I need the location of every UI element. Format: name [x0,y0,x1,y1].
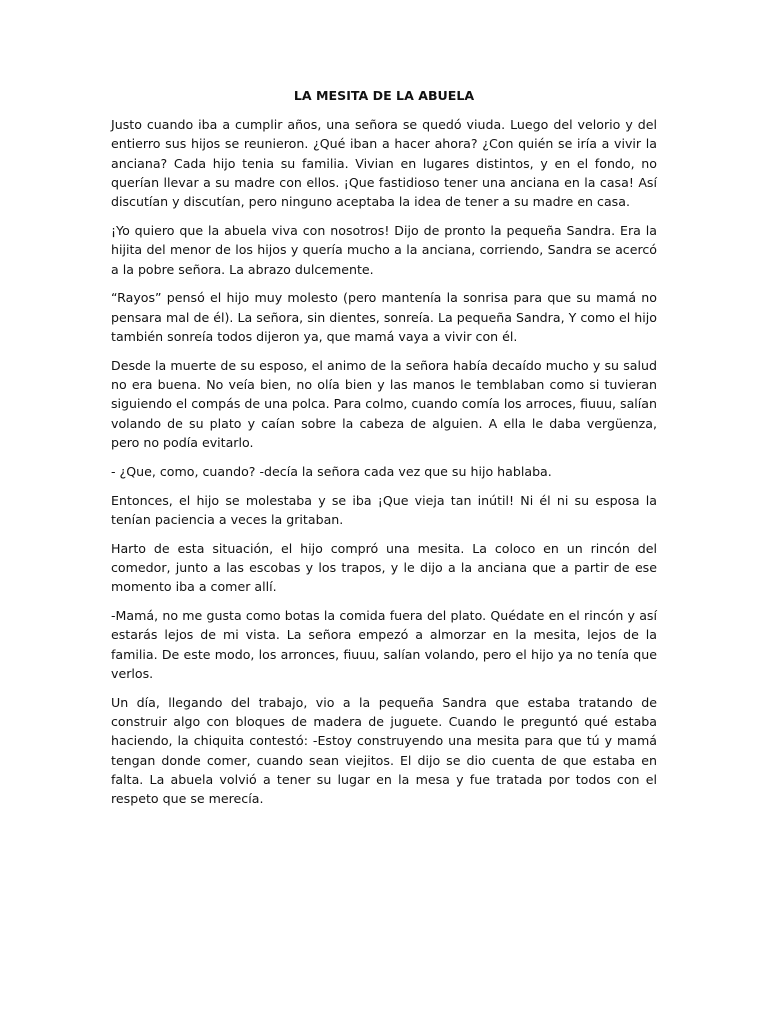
paragraph-9: Un día, llegando del trabajo, vio a la pequeña Sandra que estaba tratando de construir algo con bloques de madera de juguete. Cuando le preguntó qué estaba haciendo, la chiquita contestó: -Estoy construyendo una mesita para que tú y mamá tengan donde comer, cuando sean viejitos. El dijo se dio cuenta de que estaba en falta. La abuela volvió a tener su lugar en la mesa y fue tratada por todos con el respeto que se merecía. [111,694,657,807]
paragraph-5: - ¿Que, como, cuando? -decía la señora cada vez que su hijo hablaba. [111,463,552,479]
document-page [111,87,657,818]
paragraph-8: -Mamá, no me gusta como botas la comida fuera del plato. Quédate en el rincón y así estarás lejos de mi vista. La señora empezó a almorzar en la mesita, lejos de la familia. De este modo, los arronces, fiuuu, salían volando, pero el hijo ya no tenía que verlos. [111,608,657,681]
paragraph-1: Justo cuando iba a cumplir años, una señora se quedó viuda. Luego del velorio y del entierro sus hijos se reunieron. ¿Qué iban a hacer ahora? ¿Con quién se iría a vivir la anciana? Cada hijo tenia su familia. Vivian en lugares distintos, y en el fondo, no querían llevar a su madre con ellos. ¡Que fastidioso tener una anciana en la casa! Así discutían y discutían, pero ninguno aceptaba la idea de tener a su madre en casa. [111,117,657,210]
paragraph-4: Desde la muerte de su esposo, el animo de la señora había decaído mucho y su salud no era buena. No veía bien, no olía bien y las manos le temblaban como si tuvieran siguiendo el compás de una polca. Para colmo, cuando comía los arroces, fiuuu, salían volando de su plato y caían sobre la cabeza de alguien. A ella le daba vergüenza, pero no podía evitarlo. [111,357,657,450]
paragraph-7: Harto de esta situación, el hijo compró una mesita. La coloco en un rincón del comedor, junto a las escobas y los trapos, y le dijo a la anciana que a partir de ese momento iba a comer allí. [111,540,657,595]
document-title: LA MESITA DE LA ABUELA [293,88,475,103]
paragraph-6: Entonces, el hijo se molestaba y se iba ¡Que vieja tan inútil! Ni él ni su esposa la tenían paciencia a veces la gritaban. [111,492,657,527]
paragraph-2: ¡Yo quiero que la abuela viva con nosotros! Dijo de pronto la pequeña Sandra. Era la hijita del menor de los hijos y quería mucho a la anciana, corriendo, Sandra se acercó a la pobre señora. La abrazo dulcemente. [111,222,657,277]
paragraph-3: “Rayos” pensó el hijo muy molesto (pero mantenía la sonrisa para que su mamá no pensara mal de él). La señora, sin dientes, sonreía. La pequeña Sandra, Y como el hijo también sonreía todos dijeron ya, que mamá vaya a vivir con él. [111,290,657,344]
